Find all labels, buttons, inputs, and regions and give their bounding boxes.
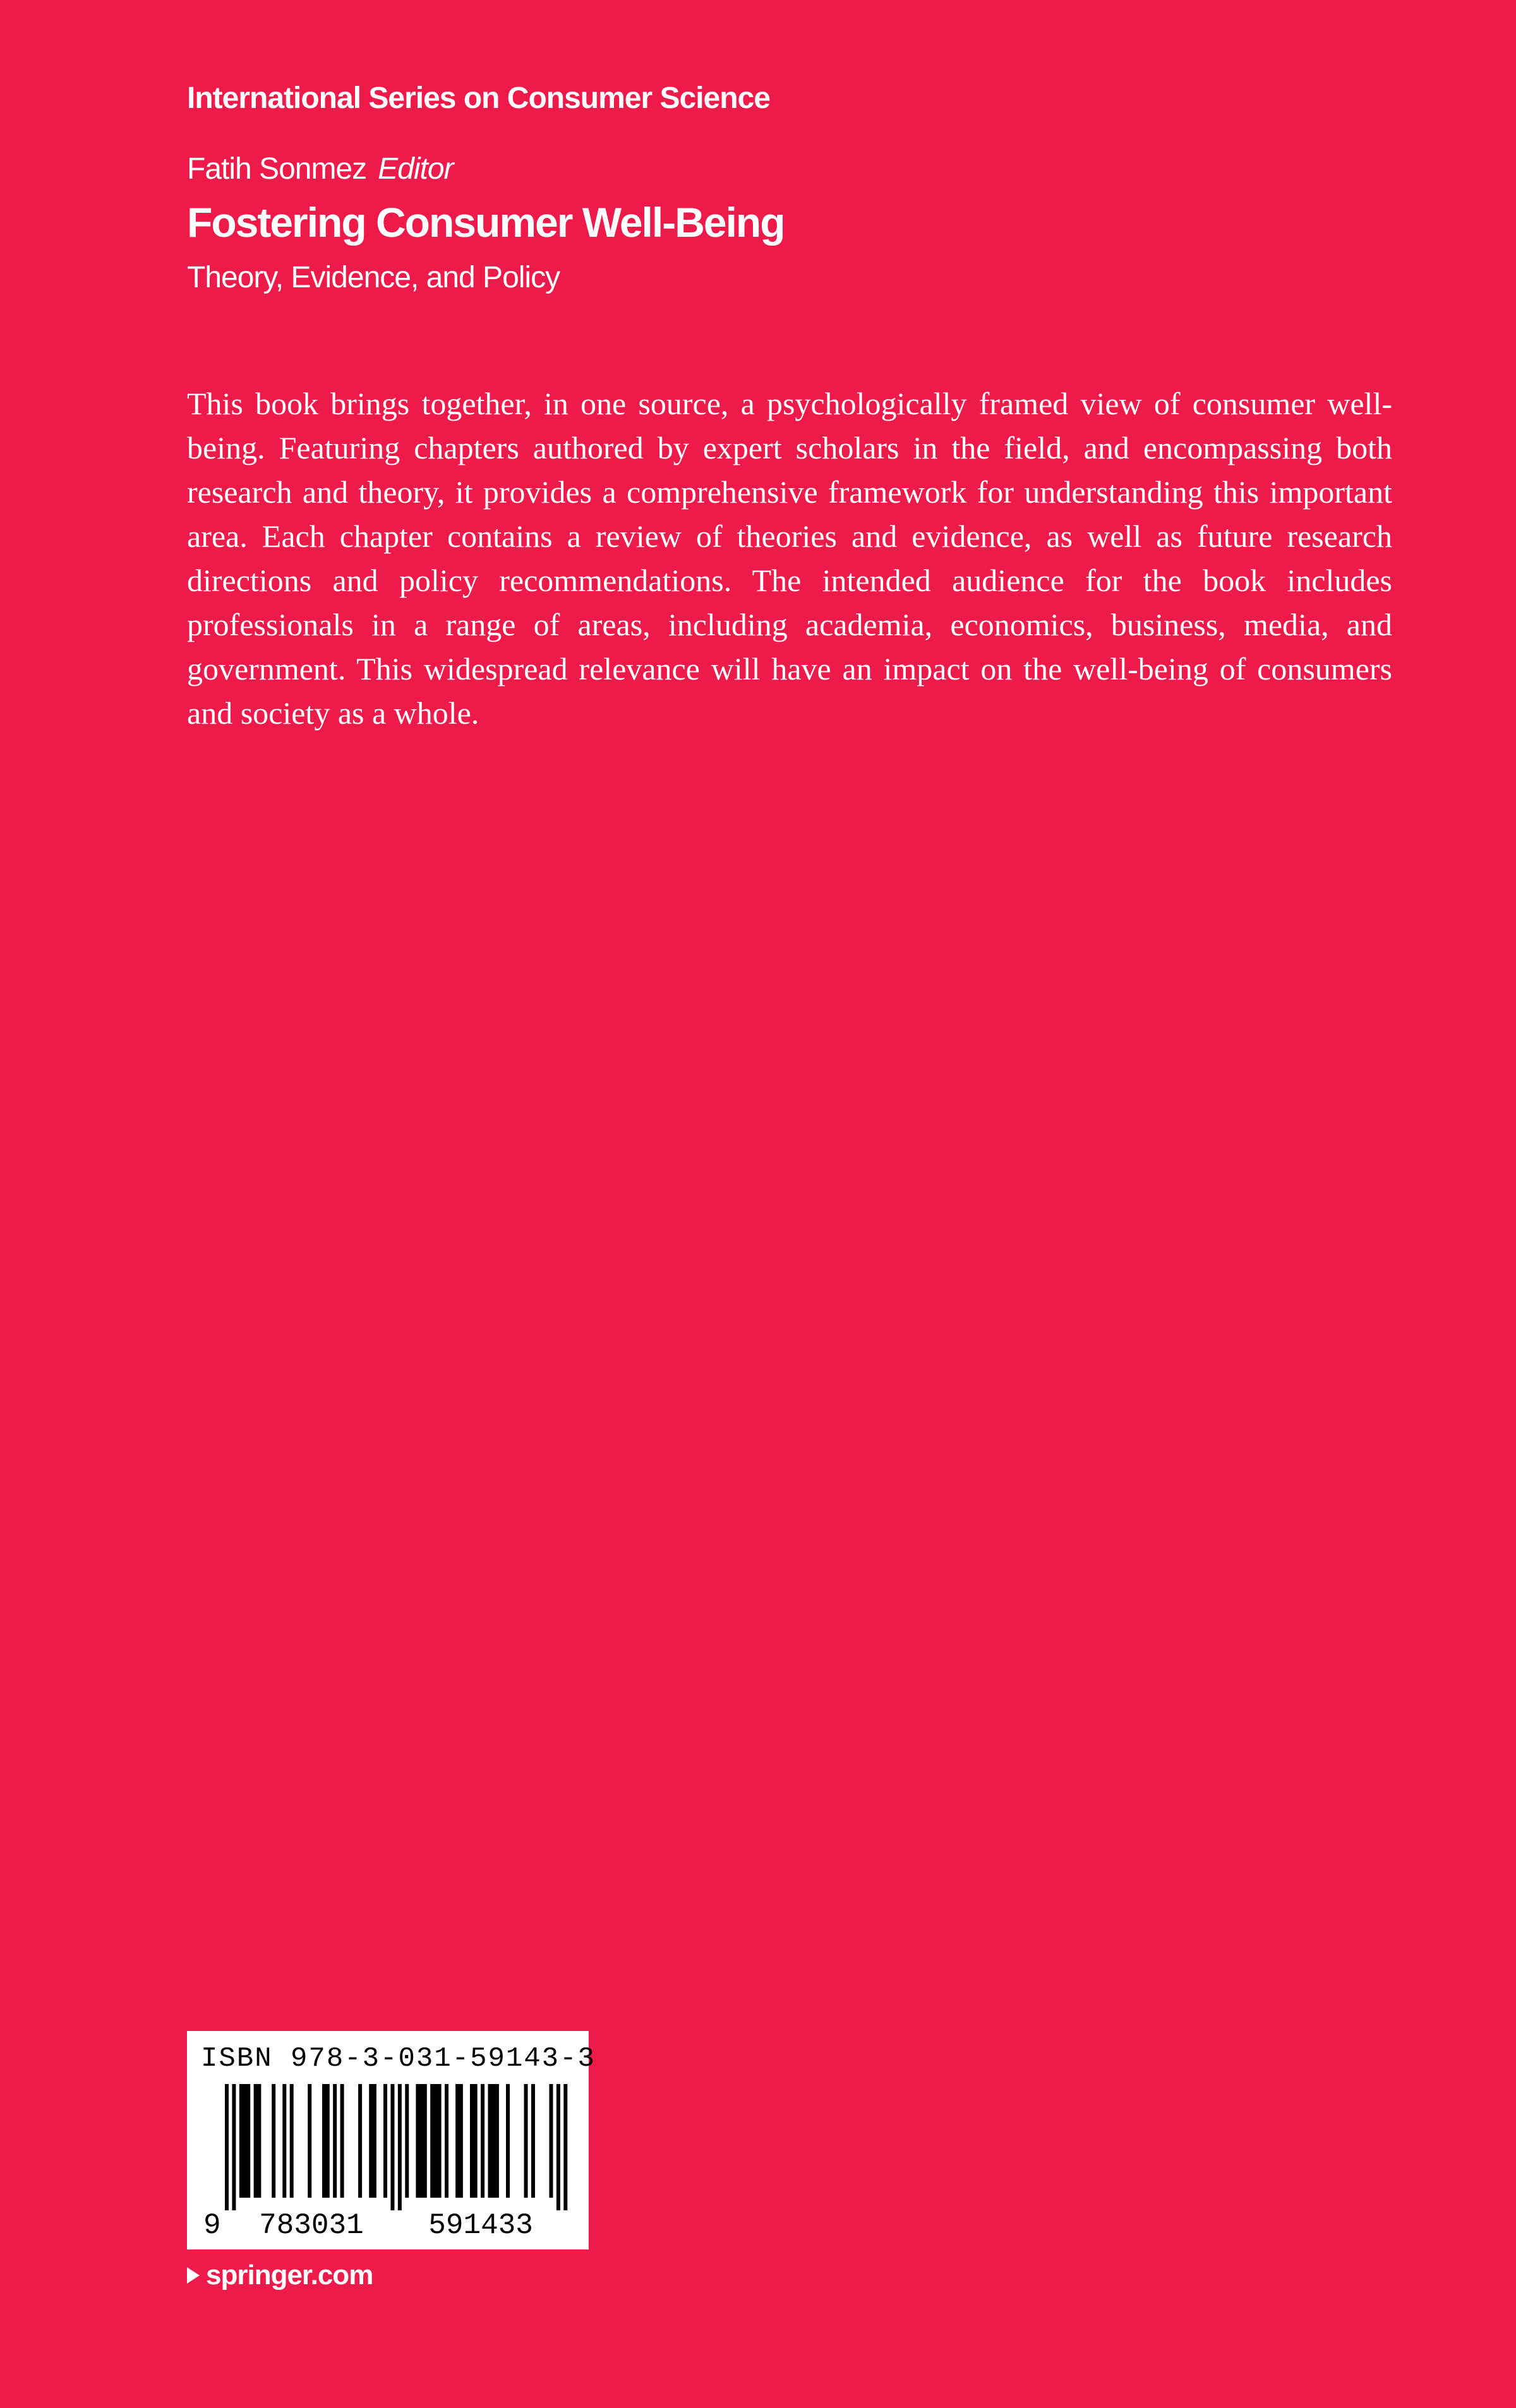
editor-role: Editor (378, 152, 454, 186)
barcode-digits: 783031 (259, 2209, 364, 2238)
barcode-bar (438, 2084, 442, 2198)
barcode-bar (369, 2084, 373, 2198)
barcode-bar (383, 2084, 387, 2198)
barcode-bar (398, 2084, 402, 2210)
barcode-bar (470, 2084, 474, 2198)
barcode-bar (495, 2084, 499, 2198)
barcode-bar (290, 2084, 294, 2198)
barcode-bar (445, 2084, 448, 2198)
barcode-bar (549, 2084, 553, 2198)
series-title: International Series on Consumer Science (187, 81, 770, 115)
book-subtitle: Theory, Evidence, and Policy (187, 261, 560, 294)
barcode-graphic (201, 2084, 575, 2238)
barcode-bar (322, 2084, 326, 2198)
play-arrow-icon (187, 2267, 200, 2284)
barcode-bar (556, 2084, 560, 2210)
barcode-bar (390, 2084, 394, 2210)
barcode-bar (430, 2084, 434, 2198)
barcode-bar (524, 2084, 528, 2198)
publisher-link[interactable] (187, 2260, 373, 2291)
barcode-bar (358, 2084, 362, 2198)
barcode-bar (308, 2084, 311, 2198)
book-title: Fostering Consumer Well-Being (187, 199, 785, 246)
editor-name: Fatih Sonmez (187, 152, 367, 186)
barcode-bar (488, 2084, 491, 2198)
isbn-barcode-box (187, 2031, 596, 2249)
barcode-digits: 9 (203, 2209, 221, 2238)
barcode-bar (491, 2084, 495, 2198)
barcode-bar (563, 2084, 567, 2210)
barcode-bar (340, 2084, 344, 2198)
publisher-link-label: springer.com (206, 2260, 373, 2291)
barcode-bar (416, 2084, 419, 2198)
barcode-bar (232, 2084, 236, 2210)
barcode-bar (272, 2084, 275, 2198)
barcode-bar (474, 2084, 478, 2198)
barcode-bar (455, 2084, 459, 2198)
barcode-bar (333, 2084, 337, 2198)
barcode-bar (459, 2084, 463, 2198)
barcode-bar (405, 2084, 409, 2198)
editor-line (187, 152, 454, 186)
barcode-bar (246, 2084, 250, 2198)
barcode-bar (481, 2084, 484, 2198)
barcode-bar (531, 2084, 535, 2198)
barcode-bar (243, 2084, 247, 2198)
barcode-digits: 591433 (428, 2209, 533, 2238)
isbn-label: ISBN 978-3-031-59143-3 (201, 2043, 596, 2075)
barcode-bar (257, 2084, 261, 2198)
barcode-bar (419, 2084, 423, 2198)
barcode-bar (423, 2084, 427, 2198)
barcode-bar (326, 2084, 330, 2198)
barcode-bar (434, 2084, 438, 2198)
barcode-bar (506, 2084, 510, 2198)
barcode-bar (254, 2084, 258, 2198)
book-description: This book brings together, in one source, a psychologically framed view of consumer well-being. Featuring chapters authored by expert scholars in the field, and encompassing both research and theory, it provides a comprehensive framework for understanding this important area. Each chapter contains a review of theories and evidence, as well as future research directions and policy recommendations. The intended audience for the book includes professionals in a range of areas, including academia, economics, business, media, and government. This widespread relevance will have an impact on the well-being of consumers and society as a whole. (187, 386, 1392, 731)
barcode-bar (225, 2084, 229, 2210)
barcode-bar (239, 2084, 243, 2198)
barcode-bar (282, 2084, 286, 2198)
barcode-bar (373, 2084, 376, 2198)
